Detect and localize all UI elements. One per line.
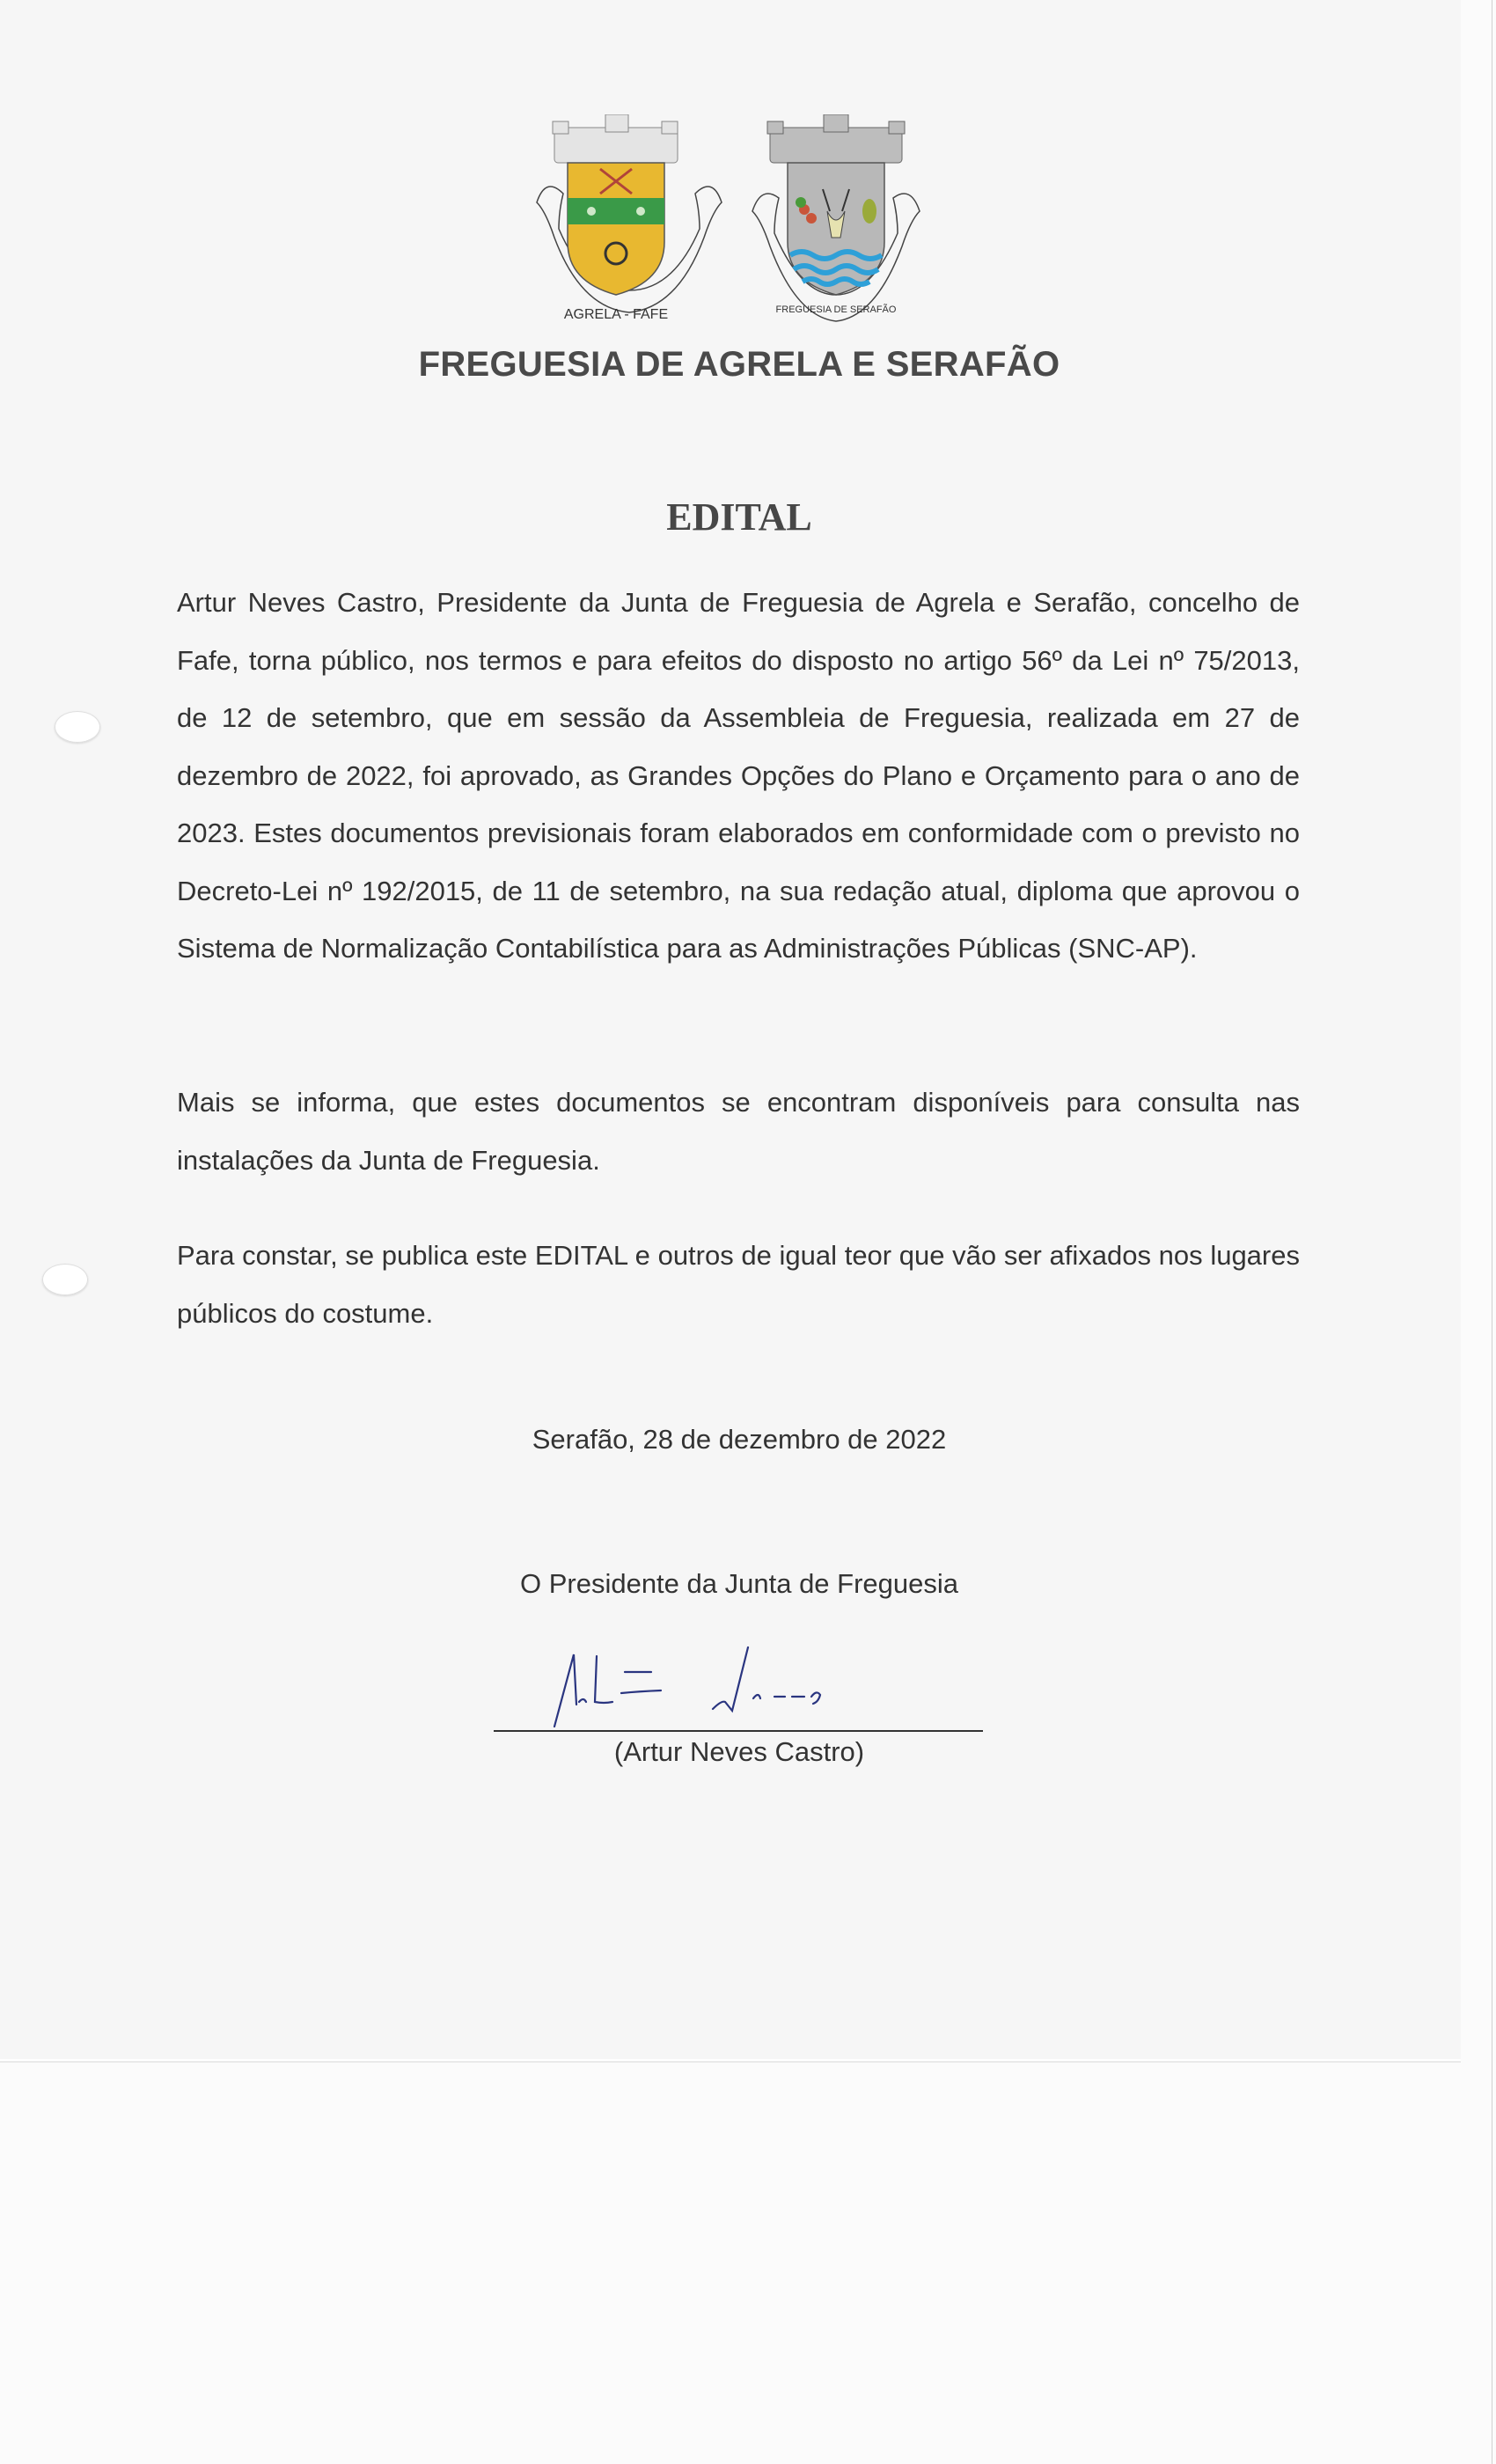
serafao-coat-of-arms [752, 114, 920, 321]
serafao-crown [767, 114, 905, 163]
agrela-crown [553, 114, 678, 163]
agrela-coat-of-arms [537, 114, 722, 322]
coats-of-arms [528, 114, 933, 334]
paragraph-publication: Para constar, se publica este EDITAL e outros de igual teor que vão ser afixados nos lugares públicos do costume. [177, 1240, 1300, 1329]
signature-line [494, 1730, 983, 1732]
punch-hole [42, 1264, 88, 1295]
place-date: Serafão, 28 de dezembro de 2022 [532, 1424, 947, 1455]
punch-hole [55, 711, 100, 743]
organization-name: FREGUESIA DE AGRELA E SERAFÃO [418, 345, 1060, 384]
serafao-motto: FREGUESIA DE SERAFÃO [775, 304, 897, 315]
grapes-icon [862, 199, 876, 224]
paragraph-availability: Mais se informa, que estes documentos se encontram disponíveis para consulta nas instalações da Junta de Freguesia. [177, 1087, 1300, 1176]
agrela-green-band [568, 198, 664, 224]
document-title: EDITAL [666, 495, 812, 539]
signatory-name: (Artur Neves Castro) [613, 1736, 865, 1767]
signatory-role: O Presidente da Junta de Freguesia [519, 1568, 959, 1599]
signature [528, 1639, 933, 1735]
agrela-motto: AGRELA - FAFE [563, 307, 669, 322]
paragraph-main: Artur Neves Castro, Presidente da Junta de Freguesia de Agrela e Serafão, concelho de Fafe, torna público, nos termos e para efeitos do disposto no artigo 56º da Lei nº 75/2013, de 12 de setembro, que em sessão da Assembleia de Freguesia, realizada em 27 de dezembro de 2022, foi aprovado, as Grandes Opções do Plano e Orçamento para o ano de 2023. Estes documentos previsionais foram elaborados em conformidade com o previsto no Decreto-Lei nº 192/2015, de 11 de setembro, na sua redação atual, diploma que aprovou o Sistema de Normalização Contabilística para as Administrações Públicas (SNC-AP). [177, 587, 1300, 964]
